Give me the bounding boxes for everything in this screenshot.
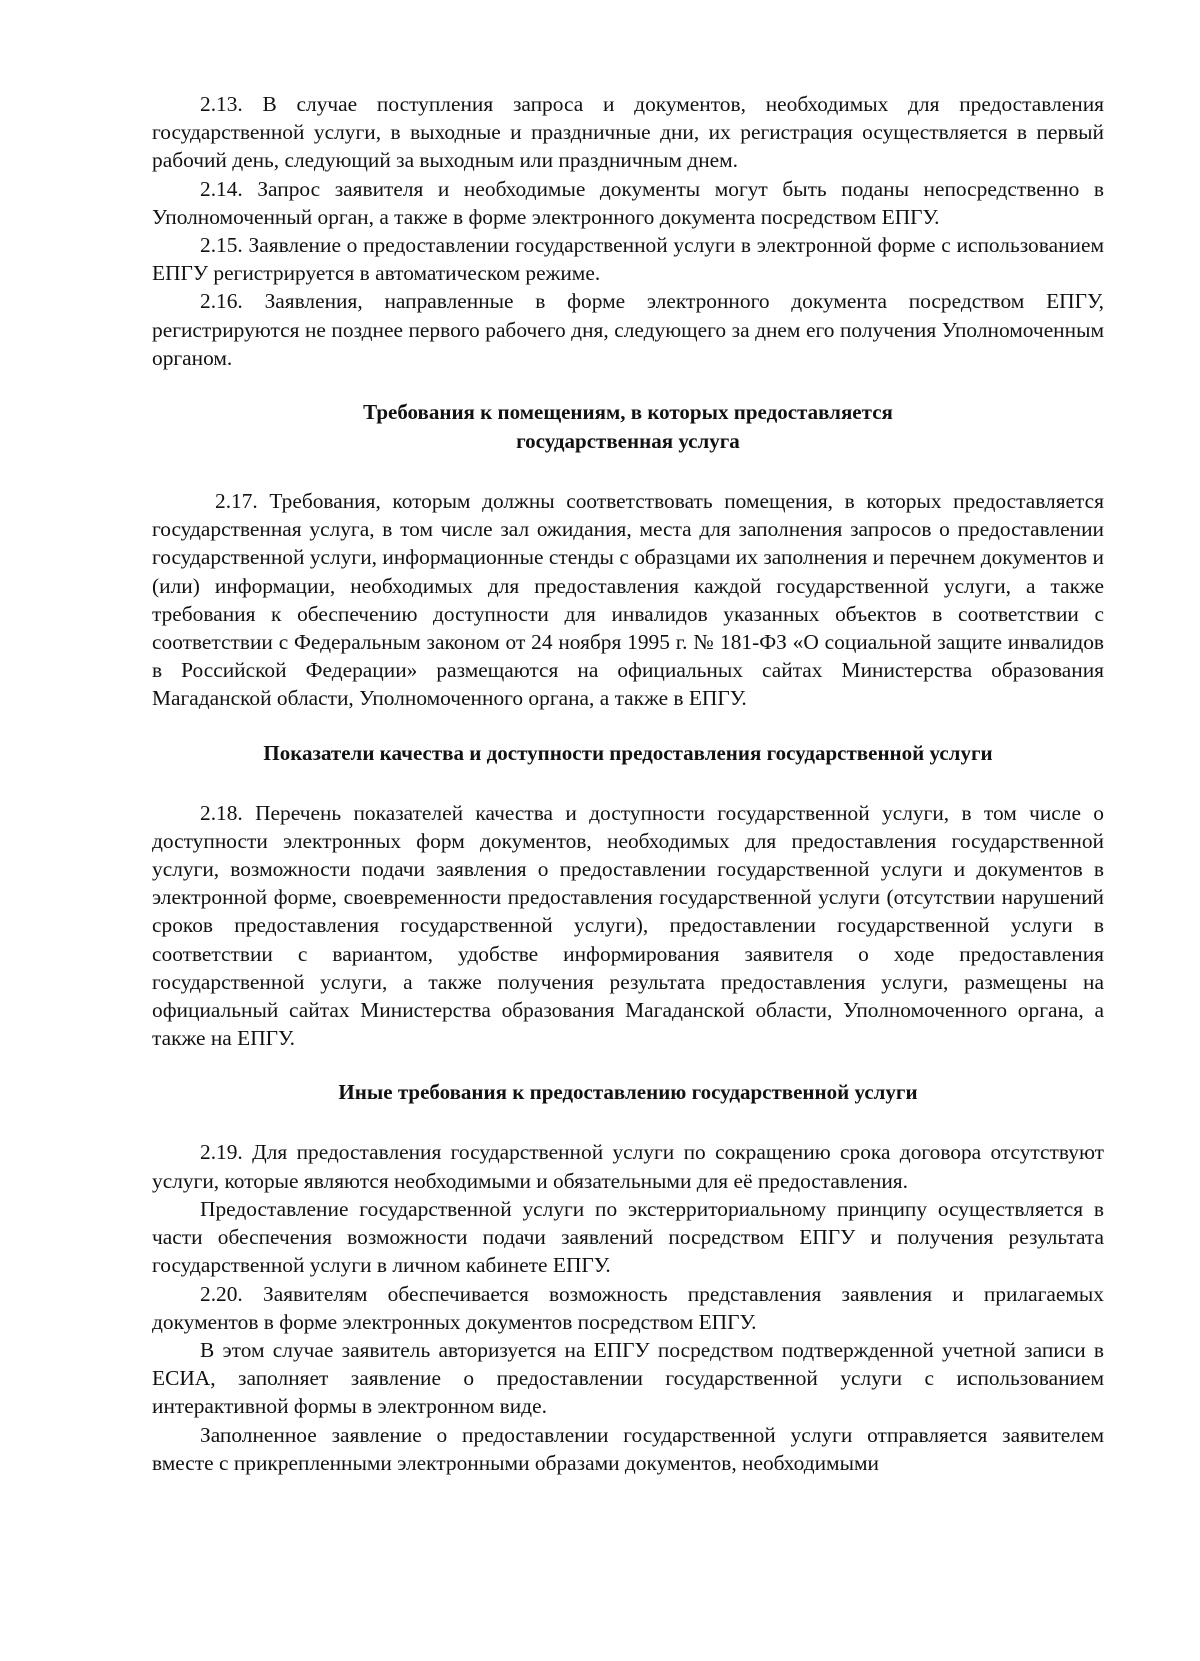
- paragraph-2-13: 2.13. В случае поступления запроса и документов, необходимых для предоставления государственной услуги, в выходные и праздничные дни, их регистрация осуществляется в первый рабочий день, следующий за выходным или праздничным днем.: [152, 92, 1104, 173]
- section-title-other: Иные требования к предоставлению государственной услуги: [338, 1080, 918, 1105]
- section-title-premises: [152, 398, 1104, 456]
- paragraph-2-19: 2.19. Для предоставления государственной услуги по сокращению срока договора отсутствуют услуги, которые являются необходимыми и обязательными для её предоставления.: [152, 1140, 1104, 1193]
- paragraph-esia: В этом случае заявитель авторизуется на ЕПГУ посредством подтвержденной учетной записи в ЕСИА, заполняет заявление о предоставлении государственной услуги с использованием интерактивной формы в электронном виде.: [152, 1337, 1104, 1419]
- paragraph-2-16: 2.16. Заявления, направленные в форме электронного документа посредством ЕПГУ, регистрируются не позднее первого рабочего дня, следующего за днем его получения Уполномоченным органом.: [152, 289, 1104, 370]
- section-title-premises-line2: государственная услуга: [516, 429, 740, 454]
- section-title-quality: Показатели качества и доступности предоставления государственной услуги: [263, 740, 993, 765]
- section-title-premises-line1: Требования к помещениям, в которых предоставляется: [363, 400, 893, 425]
- paragraph-2-14: 2.14. Запрос заявителя и необходимые документы могут быть поданы непосредственно в Уполномоченный орган, а также в форме электронного документа посредством ЕПГУ.: [152, 176, 1104, 229]
- paragraph-extraterritorial: Предоставление государственной услуги по экстерриториальному принципу осуществляется в части обеспечения возможности подачи заявлений посредством ЕПГУ и получения результата государственной услуги в личном кабинете ЕПГУ.: [152, 1196, 1104, 1278]
- spacer: [152, 456, 1104, 487]
- spacer: [152, 372, 1104, 398]
- spacer: [152, 1052, 1104, 1078]
- paragraph-2-20: 2.20. Заявителям обеспечивается возможность представления заявления и прилагаемых документов в форме электронных документов посредством ЕПГУ.: [152, 1281, 1104, 1334]
- paragraph-2-17: 2.17. Требования, которым должны соответствовать помещения, в которых предоставляется государственная услуга, в том числе зал ожидания, места для заполнения запросов о предоставлении государственной услуги, информационные стенды с образцами их заполнения и перечнем документов и (или) информации, необходимых для предоставления каждой государственной услуги, а также требования к обеспечению доступности для инвалидов указанных объектов в соответствии с соответствии с Федеральным законом от 24 ноября 1995 г. № 181-ФЗ «О социальной защите инвалидов в Российской Федерации» размещаются на официальных сайтах Министерства образования Магаданской области, Уполномоченного органа, а также в ЕПГУ.: [152, 489, 1104, 711]
- spacer: [152, 768, 1104, 799]
- paragraph-2-15: 2.15. Заявление о предоставлении государственной услуги в электронной форме с использованием ЕПГУ регистрируется в автоматическом режиме.: [152, 233, 1104, 286]
- paragraph-filled-application: Заполненное заявление о предоставлении государственной услуги отправляется заявителем вместе с прикрепленными электронными образами документов, необходимыми: [152, 1422, 1104, 1475]
- paragraph-2-18: 2.18. Перечень показателей качества и доступности государственной услуги, в том числе о доступности электронных форм документов, необходимых для предоставления государственной услуги, возможности подачи заявления о предоставлении государственной услуги и документов в электронной форме, своевременности предоставления государственной услуги (отсутствии нарушений сроков предоставления государственной услуги), предоставлении государственной услуги в соответствии с вариантом, удобстве информирования заявителя о ходе предоставления государственной услуги, а также получения результата предоставления услуги, размещены на официальный сайтах Министерства образования Магаданской области, Уполномоченного органа, а также на ЕПГУ.: [152, 800, 1104, 1051]
- spacer: [152, 1107, 1104, 1138]
- spacer: [152, 713, 1104, 739]
